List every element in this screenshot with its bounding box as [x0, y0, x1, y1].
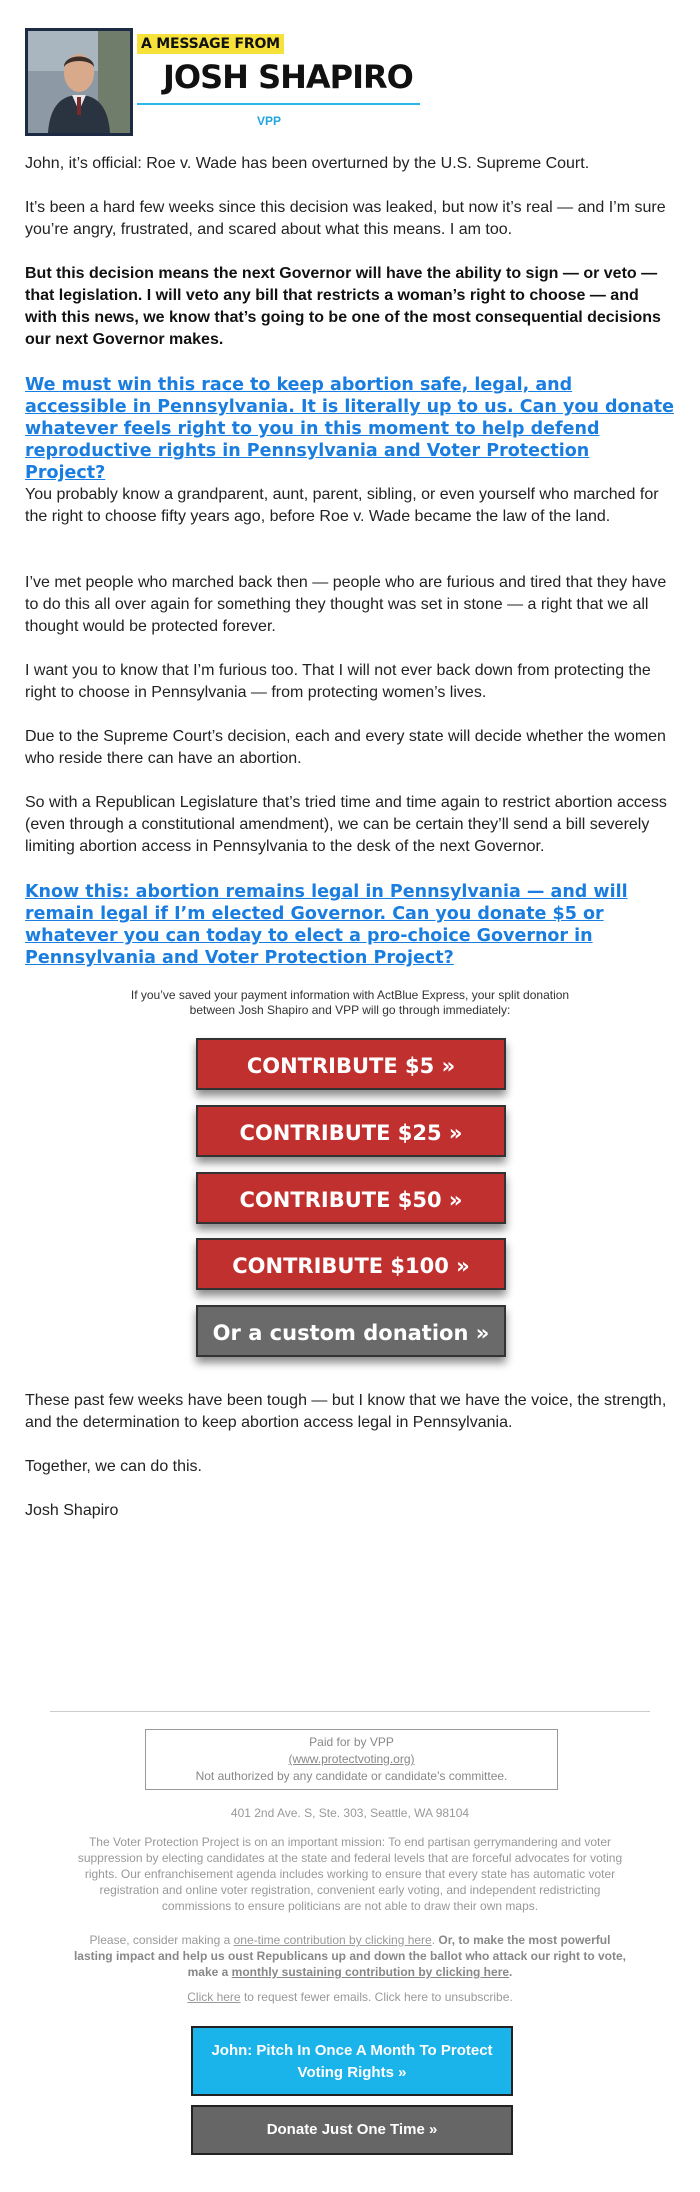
candidate-photo: [25, 28, 133, 136]
paragraph-together: Together, we can do this.: [25, 1458, 202, 1475]
paragraph-tough-weeks: These past few weeks have been tough — but I know that we have the voice, the strength, and the determination to keep abortion access legal in Pennsylvania.: [25, 1392, 667, 1431]
consider-contribution-text: [70, 1932, 630, 1980]
paragraph-intro: John, it’s official: Roe v. Wade has been overturned by the U.S. Supreme Court.: [25, 155, 590, 172]
signature: Josh Shapiro: [25, 1502, 119, 1519]
consider-mid: .: [431, 1933, 439, 1947]
unsubscribe-text: [0, 1990, 700, 2004]
consider-end: .: [509, 1965, 513, 1979]
monthly-donation-button[interactable]: John: Pitch In Once A Month To Protect Voting Rights »: [191, 2026, 513, 2096]
contribute-5-button[interactable]: CONTRIBUTE $5 »: [196, 1038, 506, 1090]
message-from-label: A MESSAGE FROM: [137, 34, 284, 54]
paid-for-box: [145, 1729, 558, 1790]
paragraph-veto: But this decision means the next Governor will have the ability to sign — or veto — that legislation. I will veto any bill that restricts a woman’s right to choose — and with this news, we know that’s going to be one of the most consequential decisions our next Governor makes.: [25, 265, 661, 348]
contribute-25-button[interactable]: CONTRIBUTE $25 »: [196, 1105, 506, 1157]
header-rule: [137, 103, 420, 105]
consider-bold: Or, to make the most powerful lasting impact and help us oust Republicans up and down the ballot who attack our right to vote, make a: [73, 1933, 627, 1979]
actblue-express-note: If you’ve saved your payment information with ActBlue Express, your split donation between Josh Shapiro and VPP will go through immediately:: [130, 988, 570, 1017]
paragraph-furious: I want you to know that I’m furious too. That I will not ever back down from protecting the right to choose in Pennsylvania — from protecting women’s lives.: [25, 662, 651, 701]
paragraph-grandparent: You probably know a grandparent, aunt, parent, sibling, or even yourself who marched for the right to choose fifty years ago, before Roe v. Wade became the law of the land.: [25, 486, 659, 525]
donate-link-pro-choice[interactable]: Know this: abortion remains legal in Pennsylvania — and will remain legal if I’m elected Governor. Can you donate $5 or whatever you can today to elect a pro-choice Governor in Pennsylvania and Voter Protection Project?: [25, 882, 628, 968]
candidate-name: JOSH SHAPIRO: [163, 58, 413, 96]
monthly-contribution-link[interactable]: monthly sustaining contribution by clicking here: [231, 1965, 510, 1979]
consider-pre: Please, consider making a: [89, 1933, 234, 1947]
footer-divider: [50, 1711, 650, 1712]
one-time-contribution-link[interactable]: one-time contribution by clicking here: [233, 1933, 432, 1947]
paragraph-supreme-court: Due to the Supreme Court’s decision, each and every state will decide whether the women who reside there can have an abortion.: [25, 728, 666, 767]
fewer-emails-text: to request fewer emails. Click here to unsubscribe.: [240, 1990, 513, 2004]
custom-donation-button[interactable]: Or a custom donation »: [196, 1305, 506, 1357]
mission-statement: The Voter Protection Project is on an important mission: To end partisan gerrymandering and voter suppression by electing candidates at the state and federal levels that are forceful advocates for voting rights. Our enfranchisement agenda includes working to ensure that every state has automatic voter registration and online voter registration, convenient early voting, and independent redistricting commissions to ensure politicians are not able to draw their own maps.: [77, 1835, 623, 1913]
contribute-50-button[interactable]: CONTRIBUTE $50 »: [196, 1172, 506, 1224]
paragraph-legislature: So with a Republican Legislature that’s tried time and time again to restrict abortion access (even through a constitutional amendment), we can be certain they’ll send a bill severely limiting abortion access in Pennsylvania to the desk of the next Governor.: [25, 794, 667, 855]
mailing-address: 401 2nd Ave. S, Ste. 303, Seattle, WA 98104: [230, 1806, 470, 1820]
not-authorized-text: Not authorized by any candidate or candidate's committee.: [195, 1769, 508, 1783]
donate-link-defend-rights[interactable]: We must win this race to keep abortion safe, legal, and accessible in Pennsylvania. It is literally up to us. Can you donate whatever feels right to you in this moment to help defend reproductive rights in Pennsylvania and Voter Protection Project?: [25, 375, 675, 483]
fewer-emails-link[interactable]: Click here: [187, 1990, 241, 2004]
header: [25, 28, 420, 136]
paragraph-hard-weeks: It’s been a hard few weeks since this decision was leaked, but now it’s real — and I’m sure you’re angry, frustrated, and scared about what this means. I am too.: [25, 199, 666, 238]
paragraph-marched: I’ve met people who marched back then — people who are furious and tired that they have to do this all over again for something they thought was set in stone — a right that we all thought would be protected forever.: [25, 574, 667, 635]
one-time-donation-button[interactable]: Donate Just One Time »: [191, 2105, 513, 2155]
org-label: VPP: [257, 114, 282, 128]
contribute-100-button[interactable]: CONTRIBUTE $100 »: [196, 1238, 506, 1290]
website-link[interactable]: (www.protectvoting.org): [288, 1752, 415, 1766]
paid-by-text: Paid for by VPP: [309, 1735, 394, 1749]
